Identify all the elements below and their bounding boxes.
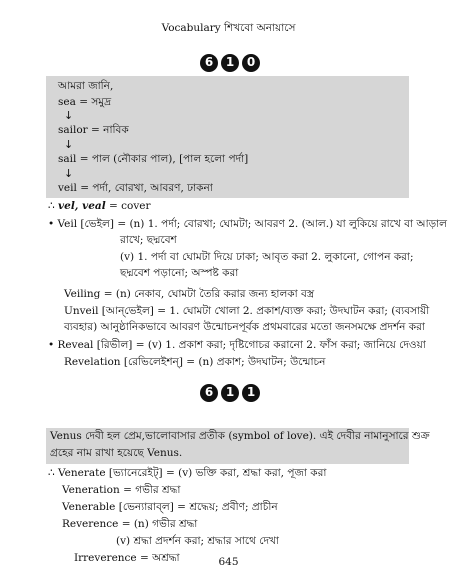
entry-unveil: Unveil [আন্‌ভেইল] = 1. ঘোমটা খোলা 2. প্রকাশ/ব্যক্ত করা; উদঘাটন করা; (ব্যবসায়ী (64, 305, 430, 317)
entry-reverence: Reverence = (n) গভীর শ্রদ্ধা (62, 518, 198, 530)
entry-number-badge (200, 384, 260, 402)
entry-venerable: Venerable [ভেন্যারাব্‌ল] = শ্রদ্ধেয়; প্রবীণ; প্রাচীন (62, 501, 278, 513)
entry-unveil-cont: ব্যবহার) আনুষ্ঠানিকভাবে আবরণ উন্মোচনপূর্বক প্রথমবারের মতো জনসমক্ষে প্রদর্শন করা (64, 321, 425, 333)
word-veil: veil = পর্দা, বোরখা, আবরণ, ঢাকনা (58, 182, 213, 194)
down-arrow-icon: ↓ (64, 167, 74, 180)
root-words: vel, veal (58, 200, 106, 212)
down-arrow-icon: ↓ (64, 109, 74, 122)
digit-circle: 1 (221, 384, 239, 402)
intro-text: আমরা জানি, (58, 80, 114, 92)
digit-circle: 1 (221, 54, 239, 72)
entry-veiling: Veiling = (n) নেকাব, ঘোমটা তৈরি করার জন্য হালকা বস্ত্র (64, 288, 315, 300)
word-sail: sail = পাল (নৌকার পাল), [পাল হলো পর্দা] (58, 153, 249, 165)
digit-circle: 6 (200, 384, 218, 402)
venus-text-line2: গ্রহের নাম রাখা হয়েছে Venus. (50, 447, 183, 459)
page-number: 645 (218, 556, 239, 568)
entry-number-badge (200, 54, 260, 72)
running-header: Vocabulary শিখবো অনায়াসে (161, 22, 296, 34)
entry-revelation: Revelation [রেভিলেইশন্‌] = (n) প্রকাশ; উদঘাটন; উন্মোচন (64, 356, 326, 368)
root-derivation (48, 200, 151, 214)
entry-veneration: Veneration = গভীর শ্রদ্ধা (62, 484, 181, 496)
entry-venerate: ∴ Venerate [ভ্যানেরেইট্‌] = (v) ভক্তি করা, শ্রদ্ধা করা, পূজা করা (48, 467, 327, 479)
entry-reverence-verb: (v) শ্রদ্ধা প্রদর্শন করা; শ্রদ্ধার সাথে দেখা (116, 535, 279, 547)
venus-text-line1: Venus দেবী হল প্রেম,ভালোবাসার প্রতীক (symbol of love). এই দেবীর নামানুসারে শুক্র (50, 430, 430, 442)
therefore-symbol: ∴ (48, 200, 55, 212)
down-arrow-icon: ↓ (64, 138, 74, 151)
root-meaning: = cover (105, 200, 151, 212)
entry-veil-verb-cont: ছদ্মবেশ পড়ানো; অস্পষ্ট করা (120, 267, 239, 279)
digit-circle: 6 (200, 54, 218, 72)
digit-circle: 1 (242, 384, 260, 402)
entry-veil-verb: (v) 1. পর্দা বা ঘোমটা দিয়ে ঢাকা; আবৃত করা 2. লুকানো, গোপন করা; (120, 251, 414, 263)
entry-veil-noun-cont: রাখে; ছদ্মবেশ (120, 234, 177, 246)
digit-circle: 0 (242, 54, 260, 72)
entry-irreverence: Irreverence = অশ্রদ্ধা (74, 552, 180, 564)
entry-reveal: • Reveal [রিভীল] = (v) 1. প্রকাশ করা; দৃষ্টিগোচর করানো 2. ফাঁস করা; জানিয়ে দেওয়া (48, 339, 426, 351)
word-sea: sea = সমুদ্র (58, 96, 112, 108)
entry-veil-noun: • Veil [ভেইল] = (n) 1. পর্দা; বোরখা; ঘোমটা; আবরণ 2. (আল.) যা লুকিয়ে রাখে বা আড়াল (48, 218, 447, 230)
word-sailor: sailor = নাবিক (58, 124, 129, 136)
